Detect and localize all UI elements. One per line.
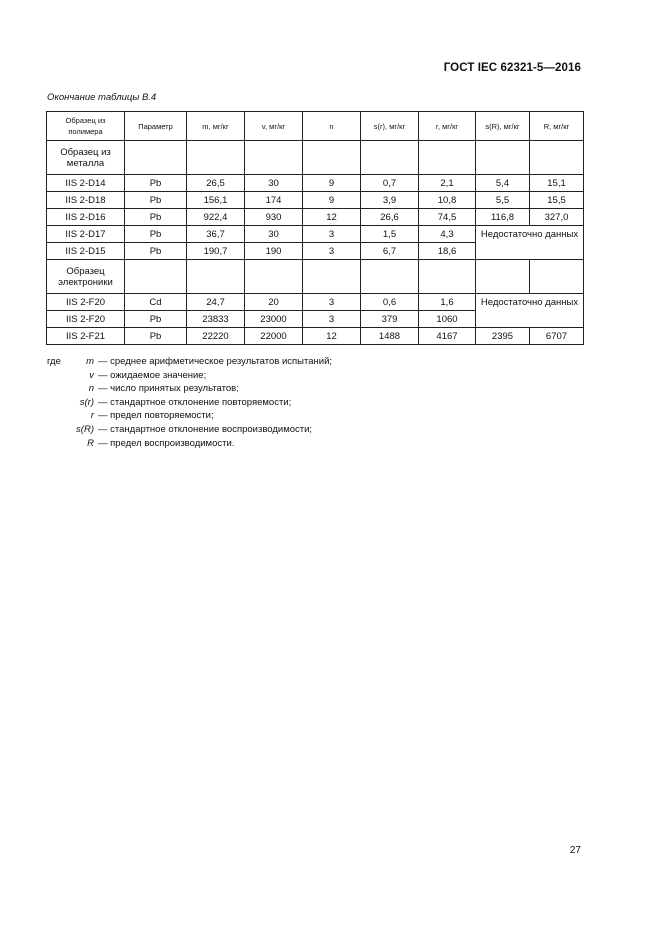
table-cell: 26,6 [361,209,419,226]
table-cell: 930 [245,209,303,226]
legend-symbol: s(R) [76,423,94,435]
header-cell: s(R), мг/кг [476,112,530,141]
legend-text: — число принятых результатов; [98,383,239,395]
header-cell: r, мг/кг [419,112,476,141]
table-cell: 0,6 [361,294,419,311]
table-cell: IIS 2-F20 [47,294,125,311]
table-cell: 116,8 [476,209,530,226]
table-cell: 24,7 [187,294,245,311]
table-cell: 327,0 [530,209,584,226]
legend-symbol: r [90,410,94,422]
legend-text: — стандартное отклонение повторяемости; [98,396,292,408]
header-cell: m, мг/кг [187,112,245,141]
table-cell: Pb [125,209,187,226]
table-header-row [47,112,584,141]
legend-text: — среднее арифметическое результатов испытаний; [98,356,333,367]
legend-lead: где [47,356,61,367]
results-table [46,111,584,345]
legend-item [47,423,332,437]
table-cell: Pb [125,328,187,345]
table-cell: Cd [125,294,187,311]
table-row [47,226,584,243]
table-cell: 20 [245,294,303,311]
table-cell: IIS 2-D16 [47,209,125,226]
legend-text: — предел повторяемости; [98,410,214,422]
table-cell: 3 [303,243,361,260]
table-cell: 23000 [245,311,303,328]
table-cell: Pb [125,175,187,192]
table-cell: 1,6 [419,294,476,311]
legend-item [47,355,332,369]
insufficient-data-note: Недостаточно данных [476,226,584,243]
table-cell: IIS 2-F21 [47,328,125,345]
table-cell: 26,5 [187,175,245,192]
legend-symbol: s(r) [79,396,94,408]
table-cell: 30 [245,175,303,192]
header-cell: Образец из полимера [47,112,125,141]
table-cell: 12 [303,328,361,345]
table-cell: IIS 2-D14 [47,175,125,192]
table-cell: 9 [303,175,361,192]
table-cell: IIS 2-F20 [47,311,125,328]
table-cell: 10,8 [419,192,476,209]
table-cell: 30 [245,226,303,243]
table-cell: 22000 [245,328,303,345]
table-cell: 12 [303,209,361,226]
table-cell: 4167 [419,328,476,345]
table-row [47,294,584,311]
table-row [47,328,584,345]
table-cell: 4,3 [419,226,476,243]
table-cell: 15,1 [530,175,584,192]
table-row [47,192,584,209]
table-cell: 15,5 [530,192,584,209]
legend-symbol: R [87,437,94,449]
table-cell: Pb [125,311,187,328]
table-cell: Pb [125,226,187,243]
insufficient-data-note: Недостаточно данных [476,294,584,311]
legend-symbol: m [86,356,94,367]
group-row-electronics [47,260,584,294]
table-cell: 0,7 [361,175,419,192]
table-cell: 3 [303,294,361,311]
table-cell: 379 [361,311,419,328]
header-cell: n [303,112,361,141]
header-cell: s(r), мг/кг [361,112,419,141]
legend-item [47,396,332,410]
table-cell: 5,4 [476,175,530,192]
legend-text: — предел воспроизводимости. [98,437,235,449]
table-cell: 6,7 [361,243,419,260]
group-label-text: Образец из металла [60,146,111,169]
table-cell: IIS 2-D18 [47,192,125,209]
legend-item [47,369,332,383]
table-row [47,175,584,192]
group-label: Образец электроники [47,260,125,294]
table-cell: 9 [303,192,361,209]
table-cell: 156,1 [187,192,245,209]
document-header: ГОСТ IEC 62321-5—2016 [443,62,581,74]
table-cell: 922,4 [187,209,245,226]
table-row [47,243,584,260]
legend-item [47,409,332,423]
legend-text: — ожидаемое значение; [98,369,207,381]
page-number: 27 [569,845,581,856]
table-cell: 23833 [187,311,245,328]
table-cell: 3 [303,311,361,328]
table-cell: 5,5 [476,192,530,209]
table-caption: Окончание таблицы В.4 [47,92,157,103]
table-cell: 74,5 [419,209,476,226]
header-cell: v, мг/кг [245,112,303,141]
table-cell: 1,5 [361,226,419,243]
table-cell: 18,6 [419,243,476,260]
table-cell: 1488 [361,328,419,345]
table-cell: 1060 [419,311,476,328]
header-cell: Параметр [125,112,187,141]
table-cell: 36,7 [187,226,245,243]
table-cell: IIS 2-D15 [47,243,125,260]
legend-symbol: n [88,383,94,395]
legend-symbol: v [89,369,94,381]
table-cell: 3,9 [361,192,419,209]
table-cell: 174 [245,192,303,209]
group-label [47,141,125,175]
table-cell: 190 [245,243,303,260]
table-cell: 190,7 [187,243,245,260]
table-cell: 6707 [530,328,584,345]
table-cell: 3 [303,226,361,243]
group-row-metal [47,141,584,175]
table-cell: IIS 2-D17 [47,226,125,243]
table-cell: 2,1 [419,175,476,192]
table-cell: Pb [125,243,187,260]
header-cell: R, мг/кг [530,112,584,141]
symbol-legend [47,355,332,450]
table-row [47,311,584,328]
table-cell: 22220 [187,328,245,345]
legend-item [47,437,332,451]
legend-item [47,382,332,396]
table-row [47,209,584,226]
legend-text: — стандартное отклонение воспроизводимости; [98,423,313,435]
table-cell: Pb [125,192,187,209]
table-cell: 2395 [476,328,530,345]
